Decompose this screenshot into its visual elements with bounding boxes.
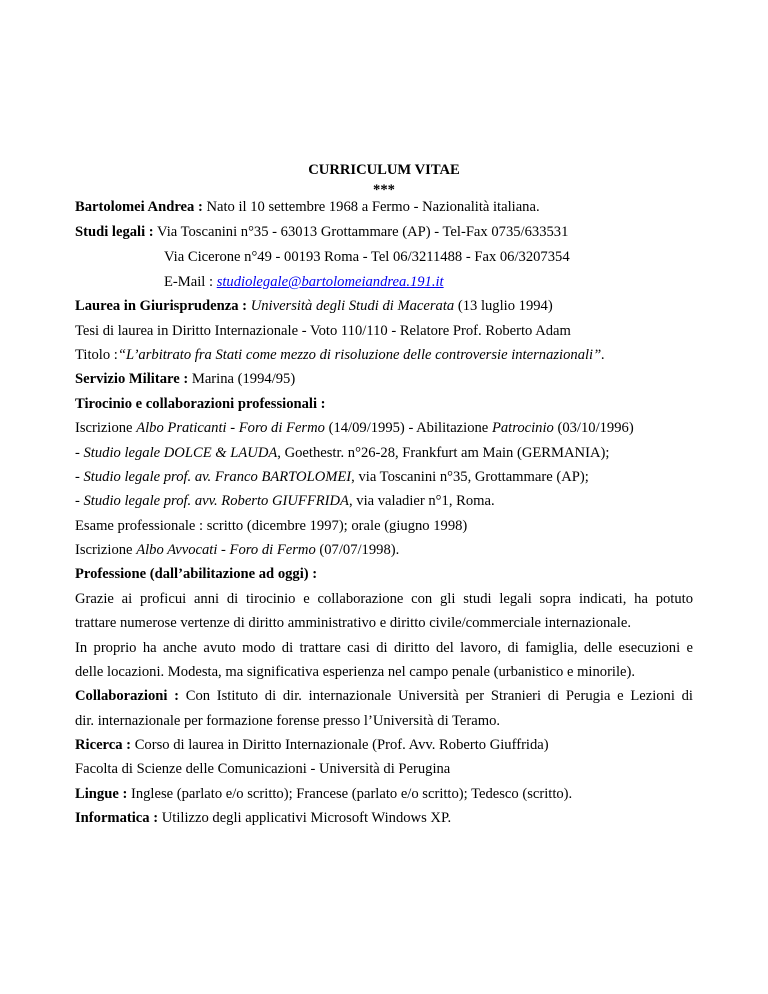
servizio-militare: Servizio Militare : Marina (1994/95) <box>75 371 296 387</box>
esame-line: Esame professionale : scritto (dicembre 1997); orale (giugno 1998) <box>75 518 468 534</box>
studio-item-1: - Studio legale DOLCE & LAUDA, Goethestr. n°26-28, Frankfurt am Main (GERMANIA); <box>75 445 610 461</box>
professione-p2-line-1: In proprio ha anche avuto modo di trattare casi di diritto del lavoro, di famiglia, delle esecuzioni e <box>75 640 693 656</box>
laurea-label: Laurea in Giurisprudenza : <box>75 298 248 314</box>
document-title: CURRICULUM VITAE <box>308 162 460 178</box>
studi-legali-line-1: Studi legali : Via Toscanini n°35 - 63013 Grottammare (AP) - Tel-Fax 0735/633531 <box>75 224 569 240</box>
professione-p2-line-2: delle locazioni. Modesta, ma significativa esperienza nel campo penale (urbanistico e minorile). <box>75 664 636 680</box>
informatica-line: Informatica : Utilizzo degli applicativi Microsoft Windows XP. <box>75 810 452 826</box>
tesi-line: Tesi di laurea in Diritto Internazionale - Voto 110/110 - Relatore Prof. Roberto Adam <box>75 323 571 339</box>
ricerca-line-2: Facolta di Scienze delle Comunicazioni - Università di Perugina <box>75 761 451 777</box>
ricerca-line-1: Ricerca : Corso di laurea in Diritto Internazionale (Prof. Avv. Roberto Giuffrida) <box>75 737 549 753</box>
studi-label: Studi legali : <box>75 224 154 240</box>
laurea-line: Laurea in Giurisprudenza : Università degli Studi di Macerata (13 luglio 1994) <box>75 298 553 314</box>
personal-info <box>75 198 540 216</box>
studio-item-2: - Studio legale prof. av. Franco BARTOLOMEI, via Toscanini n°35, Grottammare (AP); <box>75 469 589 485</box>
lingue-line: Lingue : Inglese (parlato e/o scritto); Francese (parlato e/o scritto); Tedesco (scritto). <box>75 786 573 802</box>
birth-info: Nato il 10 settembre 1968 a Fermo - Nazionalità italiana. <box>202 199 540 215</box>
professione-heading: Professione (dall’abilitazione ad oggi) : <box>75 566 318 582</box>
studi-legali-line-2: Via Cicerone n°49 - 00193 Roma - Tel 06/3211488 - Fax 06/3207354 <box>164 249 570 265</box>
professione-p1-line-2: trattare numerose vertenze di diritto amministrativo e diritto civile/commerciale internazionale. <box>75 615 631 631</box>
collaborazioni-line-1: Collaborazioni : Con Istituto di dir. internazionale Università per Stranieri di Perugia e Lezioni di <box>75 688 693 704</box>
studio-item-3: - Studio legale prof. avv. Roberto GIUFFRIDA, via valadier n°1, Roma. <box>75 493 495 509</box>
collaborazioni-line-2: dir. internazionale per formazione forense presso l’Università di Teramo. <box>75 713 501 729</box>
name-label: Bartolomei Andrea : <box>75 199 203 215</box>
iscrizione-praticanti: Iscrizione Albo Praticanti - Foro di Fermo (14/09/1995) - Abilitazione Patrocinio (03/10/1996) <box>75 420 634 436</box>
email-line: E-Mail : studiolegale@bartolomeiandrea.191.it <box>164 274 444 290</box>
tirocinio-heading: Tirocinio e collaborazioni professionali : <box>75 396 326 412</box>
title-separator: *** <box>373 182 395 198</box>
iscrizione-avvocati: Iscrizione Albo Avvocati - Foro di Fermo (07/07/1998). <box>75 542 400 558</box>
professione-p1-line-1: Grazie ai proficui anni di tirocinio e collaborazione con gli studi legali sopra indicati, ha potuto <box>75 591 693 607</box>
titolo-line: Titolo :“L’arbitrato fra Stati come mezzo di risoluzione delle controversie internazionali”. <box>75 347 605 363</box>
email-link[interactable]: studiolegale@bartolomeiandrea.191.it <box>216 274 444 290</box>
